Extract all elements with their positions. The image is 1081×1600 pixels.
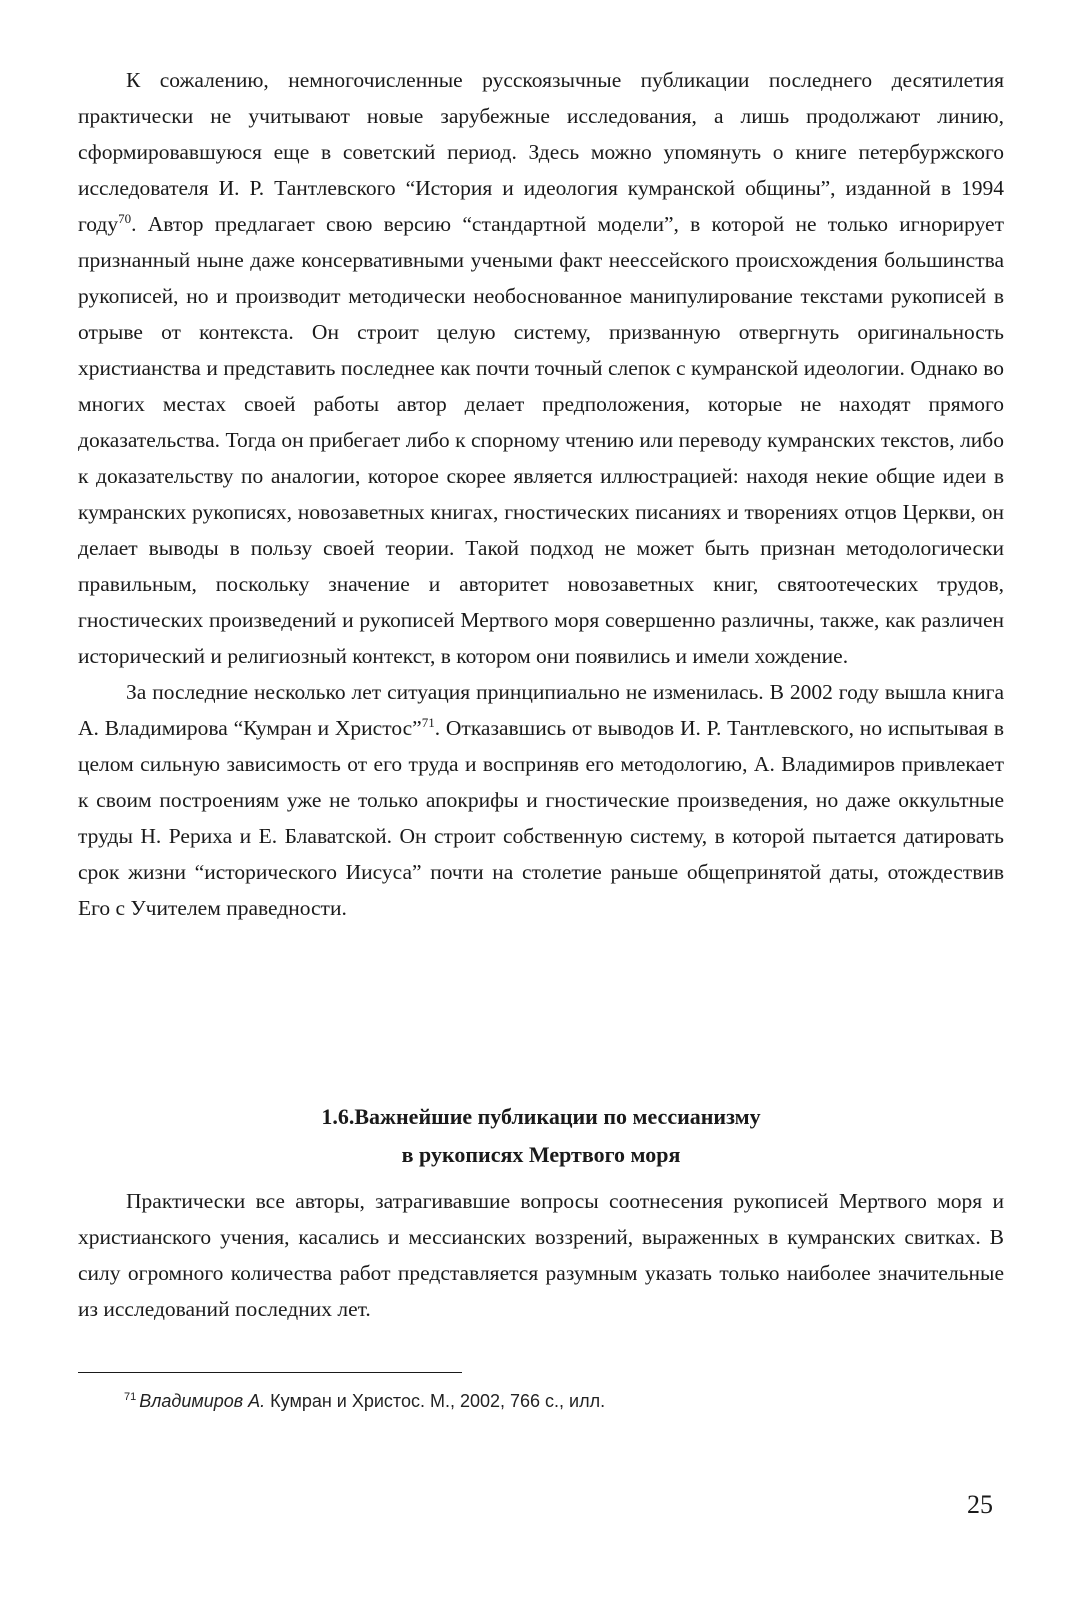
section-heading-line-2: в рукописях Мертвого моря <box>401 1142 681 1167</box>
footnote-ref-71: 71 <box>421 714 435 730</box>
section-paragraph: Практически все авторы, затрагивавшие вопросы соотнесения рукописей Мертвого моря и христианского учения, касались и мессианских воззрений, выраженных в кумранских свитках. В силу огромного количества работ представляется разумным указать только наиболее значительные из исследований последних лет. <box>78 1189 1004 1321</box>
paragraph-2 <box>78 674 1004 926</box>
footnote-71 <box>124 1388 1004 1414</box>
footnote-divider <box>78 1372 462 1373</box>
footnote-ref-70: 70 <box>118 210 132 226</box>
section-body <box>78 1183 1004 1327</box>
paragraph-2-text: За последние несколько лет ситуация принципиально не изменилась. В 2002 году вышла книга А. Владимирова “Кумран и Христос” <box>78 680 1004 740</box>
section-heading-line-1: 1.6.Важнейшие публикации по мессианизму <box>321 1104 761 1129</box>
paragraph-1 <box>78 62 1004 674</box>
footnote-mark: 71 <box>124 1391 137 1403</box>
paragraph-1-text: К сожалению, немногочисленные русскоязычные публикации последнего десятилетия практически не учитывают новые зарубежные исследования, а лишь продолжают линию, сформировавшуюся еще в советский период. Здесь можно упомянуть о книге петербуржского исследователя И. Р. Тантлевского “История и идеология кумранской общины”, изданной в 1994 году <box>78 68 1004 236</box>
paragraph-2-text-cont: . Отказавшись от выводов И. Р. Тантлевского, но испытывая в целом сильную зависимость от его труда и восприняв его методологию, А. Владимиров привлекает к своим построениям уже не только апокрифы и гностические произведения, но даже оккультные труды Н. Рериха и Е. Блаватской. Он строит собственную систему, в которой пытается датировать срок жизни “исторического Иисуса” почти на столетие раньше общепринятой даты, отождествив Его с Учителем праведности. <box>78 716 1004 920</box>
paragraph-1-text-cont: . Автор предлагает свою версию “стандартной модели”, в которой не только игнорирует признанный ныне даже консервативными учеными факт неессейского происхождения большинства рукописей, но и производит методически необоснованное манипулирование текстами рукописей в отрыве от контекста. Он строит целую систему, призванную отвергнуть оригинальность христианства и представить последнее как почти точный слепок с кумранской идеологии. Однако во многих местах своей работы автор делает предположения, которые не находят прямого доказательства. Тогда он прибегает либо к спорному чтению или переводу кумранских текстов, либо к доказательству по аналогии, которое скорее является иллюстрацией: находя некие общие идеи в кумранских рукописях, новозаветных книгах, гностических писаниях и творениях отцов Церкви, он делает выводы в пользу своей теории. Такой подход не может быть признан методологически правильным, поскольку значение и авторитет новозаветных книг, святоотеческих трудов, гностических произведений и рукописей Мертвого моря совершенно различны, также, как различен исторический и религиозный контекст, в котором они появились и имели хождение. <box>78 212 1004 668</box>
page-number: 25 <box>967 1490 993 1519</box>
body-text <box>78 62 1004 926</box>
footnote-author: Владимиров А. <box>139 1391 266 1411</box>
footnote-text: Кумран и Христос. М., 2002, 766 с., илл. <box>265 1391 606 1411</box>
section-heading <box>78 1098 1004 1174</box>
